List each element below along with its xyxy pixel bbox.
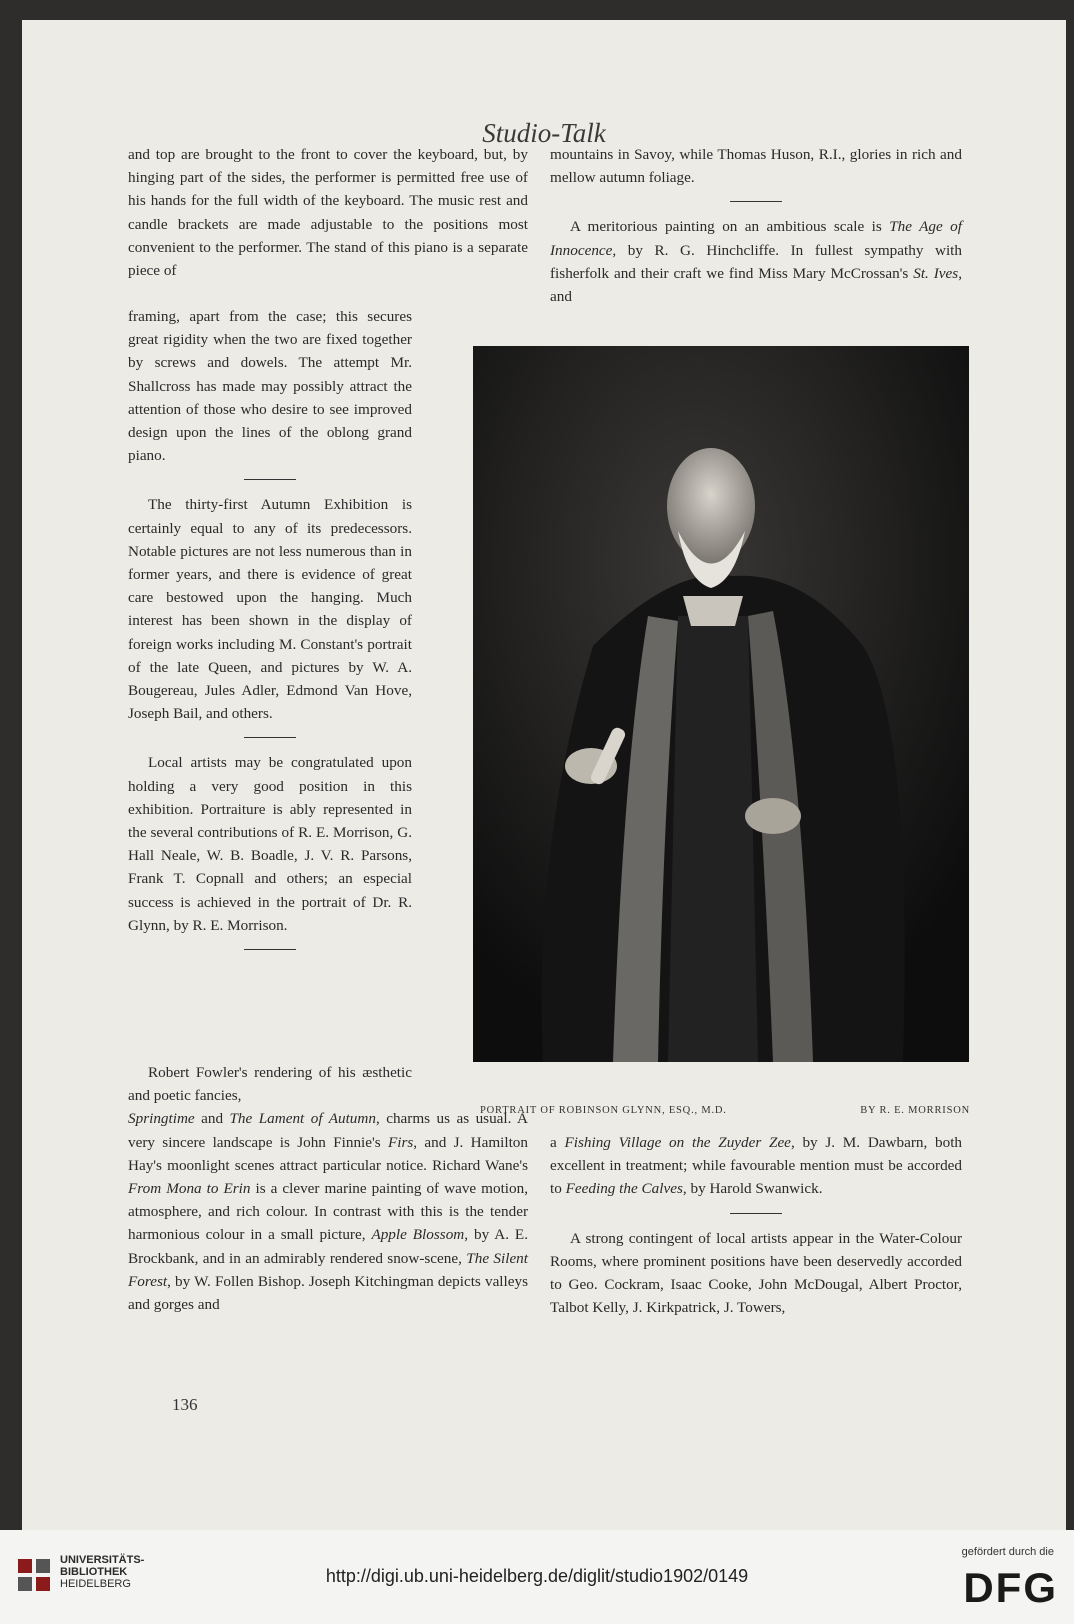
right-column-bottom: [550, 1131, 962, 1319]
text: , by J. M. Dawbarn, both excellent in treatment; while favourable mention must be accorded to: [550, 1134, 963, 1198]
text: , charms us as usual. A very sincere landscape is John Finnie's: [128, 1110, 528, 1151]
page-number: 136: [172, 1395, 198, 1414]
paragraph: [550, 215, 962, 308]
caption-title: PORTRAIT OF ROBINSON GLYNN, ESQ., M.D.: [480, 1105, 727, 1116]
text: , by W. Follen Bishop. Joseph Kitchingman depicts valleys and gorges and: [128, 1272, 528, 1314]
portrait-plate: [473, 346, 969, 1062]
section-divider: [244, 479, 296, 480]
library-line: BIBLIOTHEK: [60, 1566, 128, 1578]
artwork-title: Springtime: [128, 1110, 195, 1128]
text: , by Harold Swanwick.: [682, 1180, 823, 1198]
text: A meritorious painting on an ambitious scale is: [570, 218, 890, 236]
text: , by A. E. Brockbank, and in an admirably rendered snow-scene,: [128, 1226, 528, 1267]
text: , and J. Hamilton Hay's moonlight scenes attract particular notice. Richard Wane's: [128, 1133, 528, 1174]
plate-caption: [480, 1105, 970, 1116]
library-line: UNIVERSITÄTS-: [60, 1554, 145, 1566]
portrait-illustration: [473, 346, 969, 1062]
paragraph: The thirty-first Autumn Exhibition is certainly equal to any of its predecessors. Notable pictures are not less numerous than in former years, and there is evidence of great care bestowed upon the hanging. Much interest has been shown in the display of foreign works including M. Constant's portrait of the late Queen, and pictures by W. A. Bougereau, Jules Adler, Edmond Van Hove, Joseph Bail, and others.: [128, 496, 412, 723]
section-divider: [244, 737, 296, 738]
paragraph: and top are brought to the front to cover the keyboard, but, by hinging part of the sides, the performer is permitted free use of his hands for the full width of the keyboard. The music rest and candle brackets are made adjustable to the positions most convenient to the performer. The stand of this piano is a separate piece of: [128, 146, 528, 280]
left-column-narrow: [128, 305, 412, 963]
text: and: [194, 1110, 230, 1128]
dfg-logo: DFG: [963, 1564, 1058, 1611]
book-page: [22, 20, 1066, 1530]
text: is a clever marine painting of wave motion, atmosphere, and rich colour. In contrast with this is the tender harmonious colour in a small picture,: [128, 1180, 528, 1244]
text: a: [550, 1134, 565, 1151]
section-divider: [730, 201, 782, 202]
artwork-title: Firs: [387, 1133, 414, 1151]
artwork-title: St. Ives: [913, 264, 959, 282]
paragraph-start: Robert Fowler's rendering of his æsthetic and poetic fancies,: [128, 1064, 412, 1105]
text: , by R. G. Hinchcliffe. In fullest sympathy with fisherfolk and their craft we find Miss Mary McCrossan's: [550, 241, 962, 282]
artwork-title: The Lament of Autumn: [229, 1110, 376, 1128]
paragraph: [550, 1131, 962, 1201]
artwork-title: Feeding the Calves: [565, 1180, 683, 1198]
artwork-title: Fishing Village on the Zuyder Zee: [564, 1134, 791, 1151]
section-divider: [730, 1213, 782, 1214]
section-divider: [244, 949, 296, 950]
paragraph: framing, apart from the case; this secures great rigidity when the two are fixed together by screws and dowels. The attempt Mr. Shallcross has made may possibly attract the attention of those who desire to see improved design upon the lines of the oblong grand piano.: [128, 308, 412, 465]
paragraph: mountains in Savoy, while Thomas Huson, R.I., glories in rich and mellow autumn foliage.: [550, 146, 962, 187]
left-column-top: [128, 143, 528, 282]
library-line: HEIDELBERG: [60, 1578, 131, 1590]
paragraph: [128, 1107, 528, 1316]
artwork-title: The Silent Forest: [128, 1249, 528, 1290]
digitization-footer: [0, 1530, 1074, 1624]
artwork-title: From Mona to Erin: [128, 1180, 251, 1198]
right-column-top: [550, 143, 962, 308]
artwork-title: The Age of Innocence: [550, 218, 962, 259]
caption-artist: BY R. E. MORRISON: [860, 1105, 970, 1116]
paragraph: A strong contingent of local artists appear in the Water-Colour Rooms, where prominent positions have been deservedly accorded to Geo. Cockram, Isaac Cooke, John McDougal, Albert Proctor, Talbot Kelly, J. Kirkpatrick, J. Towers,: [550, 1229, 962, 1317]
source-url-link[interactable]: http://digi.ub.uni-heidelberg.de/diglit/studio1902/0149: [325, 1566, 749, 1586]
running-title: Studio-Talk: [482, 118, 606, 148]
text: , and: [550, 264, 962, 306]
left-column-bottom: [128, 1061, 528, 1316]
funding-note: gefördert durch die: [961, 1546, 1054, 1558]
artwork-title: Apple Blossom: [371, 1226, 465, 1244]
paragraph: Local artists may be congratulated upon holding a very good position in this exhibition. Portraiture is ably represented in the several contributions of R. E. Morrison, G. Hall Neale, W. B. Boadle, J. V. R. Parsons, Frank T. Copnall and others; an especial success is achieved in the portrait of Dr. R. Glynn, by R. E. Morrison.: [128, 754, 412, 934]
